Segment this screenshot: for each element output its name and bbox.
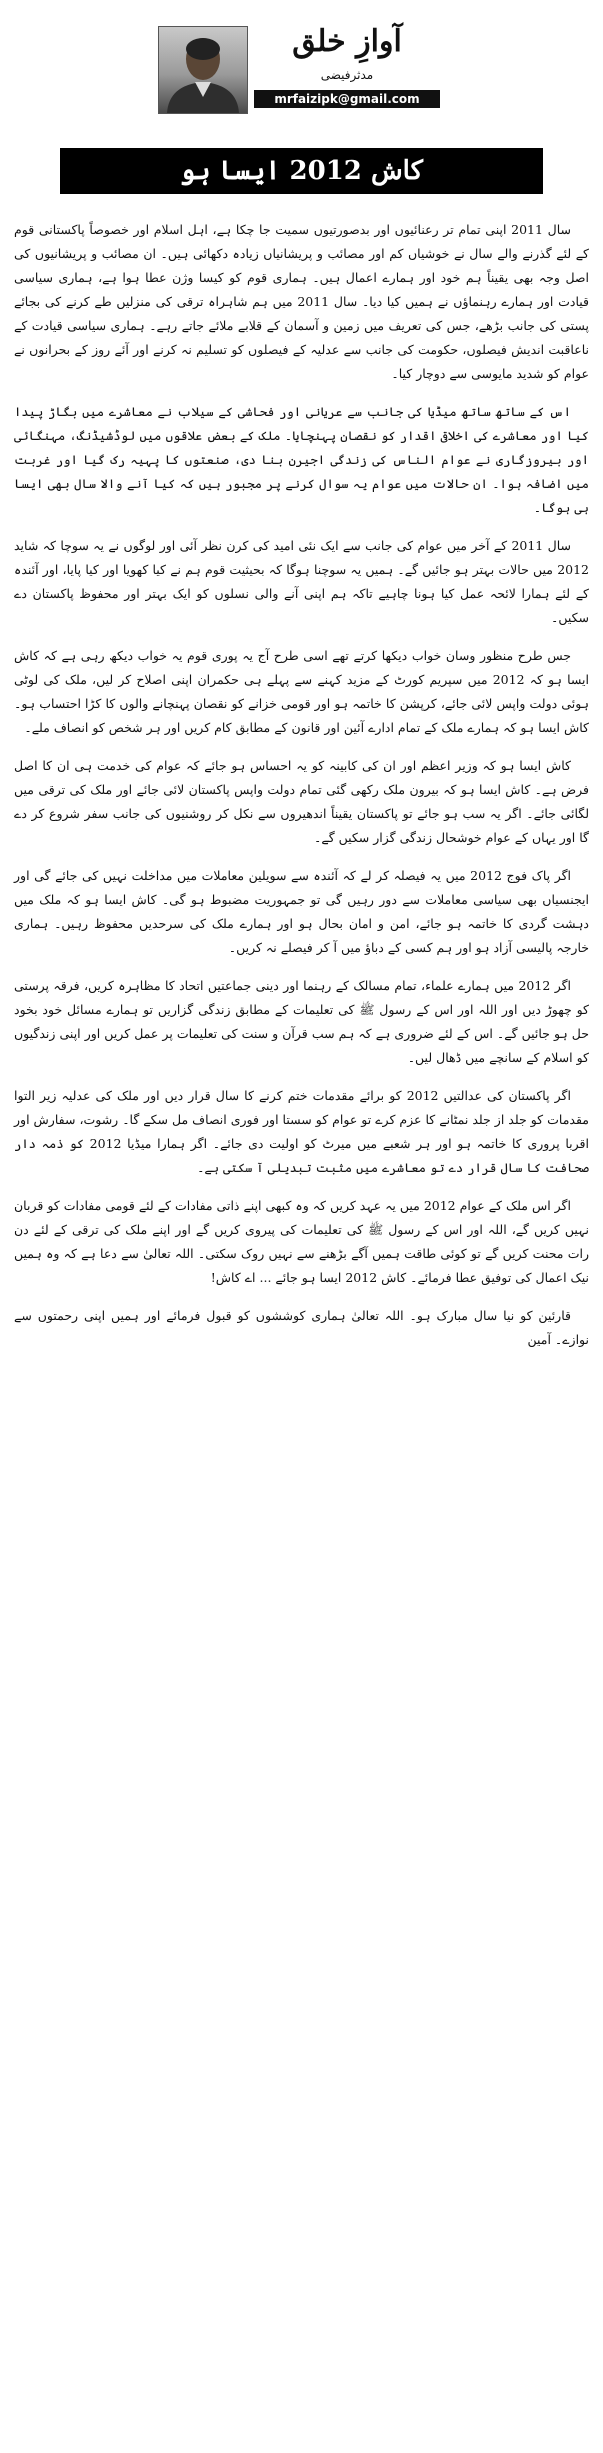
article-paragraph: اگر پاک فوج 2012 میں یہ فیصلہ کر لے کہ آئندہ سے سویلین معاملات میں مداخلت نہیں کی جائے گی اور ایجنسیاں بھی سیاسی معاملات سے دور رہیں گی تو جمہوریت مضبوط ہو گی۔ کاش ایسا ہو کہ ملک میں دہشت گردی کا خاتمہ ہو جائے، امن و امان بحال ہو اور ہمارے ملک کی سرحدیں محفوظ رہیں۔ ہماری خارجہ پالیسی آزاد ہو اور ہم کسی کے دباؤ میں آ کر فیصلے نہ کریں۔ xyxy=(14,868,589,955)
article-paragraph: اگر اس ملک کے عوام 2012 میں یہ عہد کریں کہ وہ کبھی اپنے ذاتی مفادات کے لئے قومی مفادات کو قربان نہیں کریں گے، اللہ اور اس کے رسول ﷺ کی تعلیمات کی پیروی کریں گے اور اپنے ملک کی ترقی کے لئے دن رات محنت کریں گے تو کوئی طاقت ہمیں آگے بڑھنے سے نہیں روک سکتی۔ اللہ تعالیٰ سے دعا ہے کہ وہ ہمیں نیک اعمال کی توفیق عطا فرمائے۔ کاش 2012 ایسا ہو جائے ... اے کاش! xyxy=(14,1198,589,1285)
article-paragraph: اگر 2012 میں ہمارے علماء، تمام مسالک کے رہنما اور دینی جماعتیں اتحاد کا مظاہرہ کریں، فرقہ پرستی کو چھوڑ دیں اور اللہ اور اس کے رسول ﷺ کی تعلیمات کے مطابق زندگی گزاریں تو ہمارے مسائل خود بخود حل ہو جائیں گے۔ اس کے لئے ضروری ہے کہ ہم سب قرآن و سنت کی تعلیمات پر عمل کریں اور اپنی زندگیوں کو اسلام کے سانچے میں ڈھال لیں۔ xyxy=(14,978,589,1065)
article-paragraph: اگر پاکستان کی عدالتیں 2012 کو برائے مقدمات ختم کرنے کا سال قرار دیں اور ملک کی عدلیہ زیر التوا مقدمات کو جلد از جلد نمٹانے کا عزم کرے تو عوام کو سستا اور فوری انصاف مل سکے گا۔ رشوت، سفارش اور اقربا پروری کا خاتمہ ہو اور ہر شعبے میں میرٹ کو اولیت دی جائے۔ اگر ہمارا میڈیا 2012 کو ذمہ دار صحافت کا سال قرار دے تو معاشرے میں مثبت تبدیلی آ سکتی ہے۔ xyxy=(14,1088,589,1175)
column-name: آوازِ خلق xyxy=(292,24,402,59)
author-portrait-icon xyxy=(159,27,247,113)
column-brand xyxy=(150,24,450,120)
author-email[interactable]: mrfaizipk@gmail.com xyxy=(254,90,440,108)
article-paragraph: اس کے ساتھ ساتھ میڈیا کی جانب سے عریانی اور فحاشی کے سیلاب نے معاشرے میں بگاڑ پیدا کیا اور معاشرے کی اخلاقی اقدار کو نقصان پہنچایا۔ ملک کے بعض علاقوں میں لوڈشیڈنگ، مہنگائی اور بیروزگاری نے عوام الناس کی زندگی اجیرن بنا دی، صنعتوں کا پہیہ رک گیا اور غربت میں اضافہ ہوا۔ ان حالات میں عوام یہ سوال کرنے پر مجبور ہیں کہ کیا آنے والا سال بھی ایسا ہی ہوگا۔ xyxy=(14,404,589,515)
author-name: مدثرفیضی xyxy=(320,68,374,82)
article-paragraph: کاش ایسا ہو کہ وزیر اعظم اور ان کی کابینہ کو یہ احساس ہو جائے کہ عوام کی خدمت ہی ان کا اصل فرض ہے۔ کاش ایسا ہو کہ بیرون ملک رکھی گئی تمام دولت واپس پاکستان لائی جائے اور ملک کی ترقی میں لگائی جائے۔ اگر یہ سب ہو جائے تو پاکستان یقیناً اندھیروں سے نکل کر روشنیوں کی جانب سفر شروع کر دے گا اور یہاں کے عوام خوشحال زندگی گزار سکیں گے۔ xyxy=(14,758,589,845)
article-paragraph: سال 2011 اپنی تمام تر رعنائیوں اور بدصورتیوں سمیت جا چکا ہے، اہل اسلام اور خصوصاً پاکستانی قوم کے لئے گذرنے والے سال نے خوشیاں کم اور مصائب و پریشانیاں زیادہ دکھائی ہیں۔ ان مصائب و پریشانیوں کی اصل وجہ بھی یقیناً ہم خود اور ہمارے اعمال ہیں۔ ہماری قوم کو کیسا وژن عطا ہوا ہے، ہماری سیاسی قیادت اور ہمارے رہنماؤں نے ہمیں کیا دیا۔ سال 2011 میں ہم شاہراہ ترقی کی منزلیں طے کرنے کی بجائے پستی کی جانب بڑھے، جس کی تعریف میں زمین و آسمان کے قلابے ملائے جاتے رہے۔ ہماری سیاسی قیادت کے ناعاقبت اندیش فیصلوں، حکومت کی جانب سے عدلیہ کے فیصلوں کو تسلیم نہ کرنے اور آئے روز کے بحرانوں نے عوام کو شدید مایوسی سے دوچار کیا۔ xyxy=(14,222,590,381)
article-title: کاش 2012 ایسا ہو xyxy=(60,148,543,194)
author-photo xyxy=(158,26,248,114)
column-header xyxy=(0,20,603,140)
article-paragraph: قارئین کو نیا سال مبارک ہو۔ اللہ تعالیٰ ہماری کوششوں کو قبول فرمائے اور ہمیں اپنی رحمتوں سے نوازے۔ آمین xyxy=(14,1308,589,1347)
article-paragraph: جس طرح منظور وسان خواب دیکھا کرتے تھے اسی طرح آج یہ پوری قوم یہ خواب دیکھ رہی ہے کہ کاش ایسا ہو کہ 2012 میں سپریم کورٹ کے مزید کہنے سے پہلے ہی حکمران اپنی اصلاح کر لیں، ملک کی لوٹی ہوئی دولت واپس لائی جائے، کرپشن کا خاتمہ ہو اور قومی خزانے کو نقصان پہنچانے والوں کا کڑا احتساب ہو۔ کاش ایسا ہو کہ ہمارے ملک کے تمام ادارے آئین اور قانون کے مطابق کام کریں اور ہر شخص کو انصاف ملے۔ xyxy=(14,648,590,735)
article-body xyxy=(14,218,589,1366)
article-paragraph: سال 2011 کے آخر میں عوام کی جانب سے ایک نئی امید کی کرن نظر آئی اور لوگوں نے یہ سوچا کہ شاید 2012 میں حالات بہتر ہو جائیں گے۔ ہمیں یہ سوچنا ہوگا کہ بحیثیت قوم ہم نے کیا کھویا اور کیا پایا، اور آئندہ کے لئے ہمارا لائحہ عمل کیا ہونا چاہیے تاکہ ہم اپنی آنے والی نسلوں کو ایک بہتر اور محفوظ پاکستان دے سکیں۔ xyxy=(14,538,589,625)
